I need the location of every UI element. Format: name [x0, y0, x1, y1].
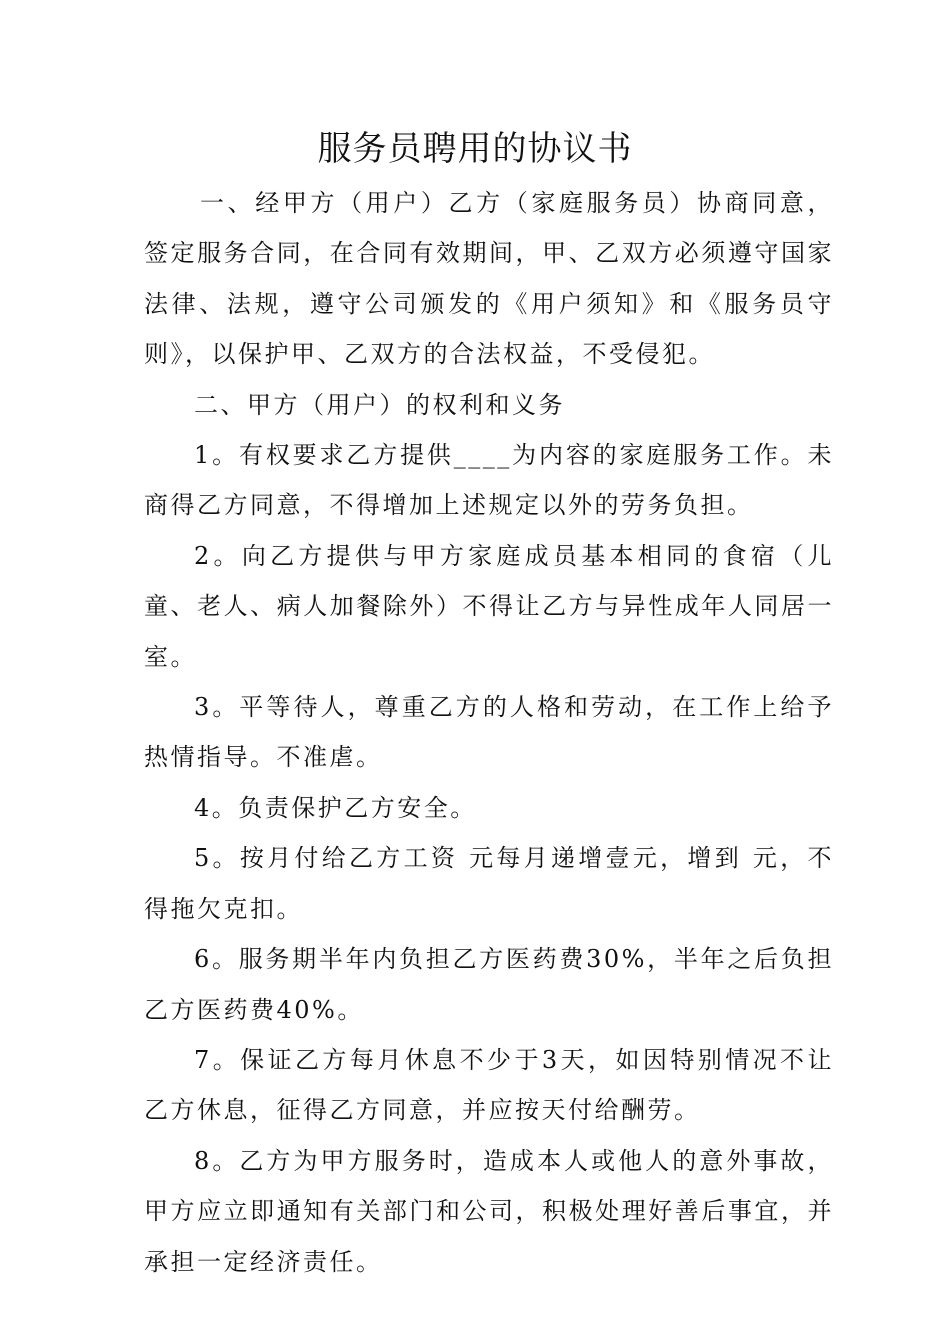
- paragraph-item-8: 8。乙方为甲方服务时，造成本人或他人的意外事故，甲方应立即通知有关部门和公司，积极处理好善后事宜，并承担一定经济责任。: [144, 1146, 834, 1276]
- document-title: 服务员聘用的协议书: [317, 129, 633, 169]
- paragraph-item-2: 2。向乙方提供与甲方家庭成员基本相同的食宿（儿童、老人、病人加餐除外）不得让乙方与异性成年人同居一室。: [144, 541, 834, 671]
- paragraph-item-5: 5。按月付给乙方工资 元每月递增壹元，增到 元，不得拖欠克扣。: [144, 844, 834, 923]
- paragraph-section-1: 一、经甲方（用户）乙方（家庭服务员）协商同意，签定服务合同，在合同有效期间，甲、乙双方必须遵守国家法律、法规，遵守公司颁发的《用户须知》和《服务员守则》，以保护甲、乙双方的合法权益，不受侵犯。: [144, 189, 834, 369]
- paragraph-item-1: 1。有权要求乙方提供____为内容的家庭服务工作。未商得乙方同意，不得增加上述规定以外的劳务负担。: [144, 441, 834, 520]
- paragraph-item-4: 4。负责保护乙方安全。: [194, 793, 477, 822]
- paragraph-section-2-heading: 二、甲方（用户）的权利和义务: [194, 390, 565, 419]
- paragraph-item-7: 7。保证乙方每月休息不少于3天，如因特别情况不让乙方休息，征得乙方同意，并应按天付给酬劳。: [144, 1045, 834, 1125]
- document-body: [144, 178, 834, 1287]
- paragraph-item-6: 6。服务期半年内负担乙方医药费30%，半年之后负担乙方医药费40%。: [144, 945, 834, 1024]
- paragraph-item-3: 3。平等待人，尊重乙方的人格和劳动，在工作上给予热情指导。不准虐。: [144, 693, 834, 772]
